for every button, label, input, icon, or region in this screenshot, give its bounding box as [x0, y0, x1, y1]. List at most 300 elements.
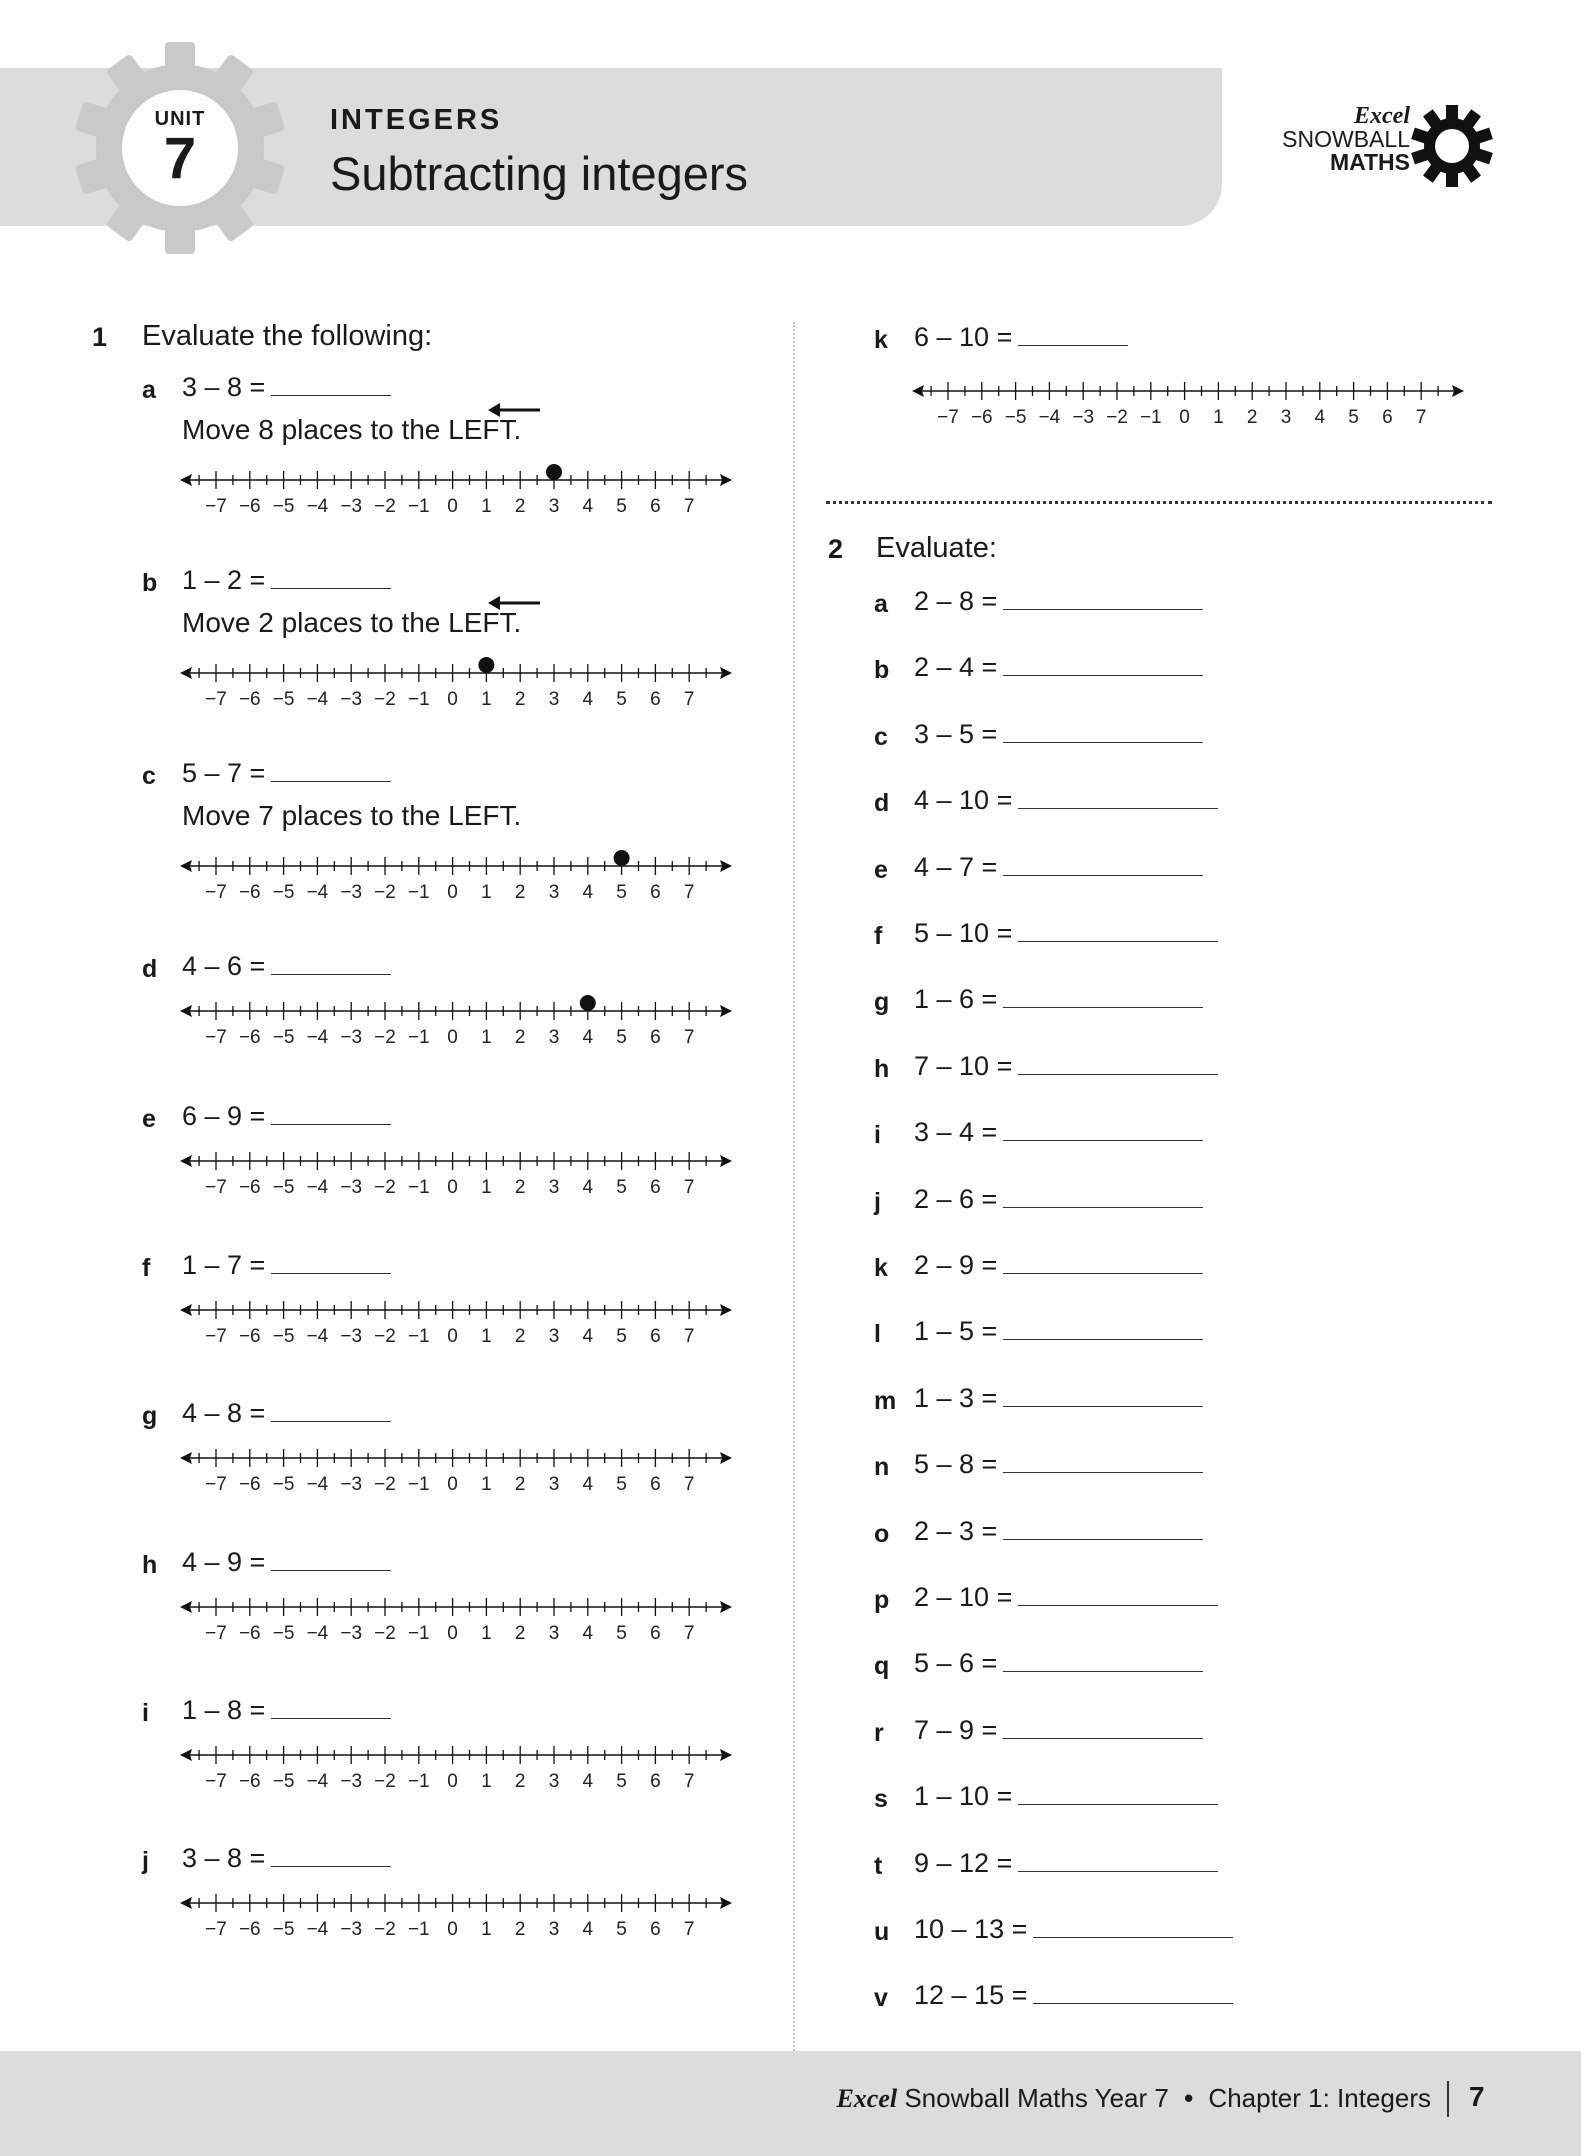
number-line-label: 4	[582, 1027, 594, 1048]
number-line-label: 5	[616, 882, 627, 903]
q1-part-letter: d	[142, 955, 158, 983]
q2-part-letter: l	[874, 1320, 881, 1348]
number-line-label: −3	[340, 1623, 363, 1644]
answer-blank[interactable]	[271, 1251, 391, 1274]
number-line-label: −1	[407, 1027, 430, 1048]
number-line-label: 2	[514, 882, 526, 903]
number-line-label: 3	[548, 1771, 560, 1792]
answer-blank[interactable]	[1003, 1317, 1203, 1340]
q1-part-expression	[182, 372, 391, 403]
number-line-label: 4	[582, 1474, 594, 1495]
section-divider	[826, 501, 1492, 504]
number-line-label: −3	[340, 1027, 363, 1048]
number-line-label: 6	[650, 882, 661, 903]
footer-series: Snowball Maths Year 7	[904, 2083, 1169, 2113]
number-line-label: 2	[514, 1177, 526, 1198]
number-line-label: −6	[238, 1027, 261, 1048]
answer-blank[interactable]	[1018, 1782, 1218, 1805]
q2-expression-text: 5 – 10 =	[914, 918, 1013, 948]
number-line-label: −7	[205, 1474, 227, 1495]
answer-blank[interactable]	[1003, 1185, 1203, 1208]
number-line-label: −1	[1139, 407, 1162, 428]
q2-expression-text: 4 – 7 =	[914, 852, 998, 882]
number-line-label: −2	[374, 1177, 396, 1198]
number-line-label: 4	[582, 882, 594, 903]
number-line-label: −6	[238, 1919, 261, 1940]
q2-part-letter: r	[874, 1719, 884, 1747]
number-line-label: −6	[238, 1474, 261, 1495]
number-line-label: 7	[683, 689, 695, 710]
number-line-label: −7	[205, 496, 227, 517]
q1-part-letter: e	[142, 1105, 156, 1133]
q1-expression-text: 4 – 8 =	[182, 1398, 266, 1428]
q2-part-expression	[914, 984, 1203, 1015]
number-line-label: 3	[548, 1623, 560, 1644]
q1-part-expression	[182, 758, 391, 789]
number-line-label: 5	[616, 689, 627, 710]
q1-part-letter: b	[142, 569, 158, 597]
q2-expression-text: 1 – 6 =	[914, 984, 998, 1014]
number-line-label: −2	[1106, 407, 1128, 428]
answer-blank[interactable]	[271, 1696, 391, 1719]
q1-expression-text: 3 – 8 =	[182, 1843, 266, 1873]
q2-part-expression	[914, 586, 1203, 617]
number-line-label: −4	[306, 496, 329, 517]
q2-part-letter: e	[874, 856, 888, 884]
q2-part-letter: d	[874, 789, 890, 817]
number-line-label: −6	[238, 1177, 261, 1198]
q2-expression-text: 9 – 12 =	[914, 1848, 1013, 1878]
number-line-label: 1	[481, 1474, 492, 1495]
q2-part-expression	[914, 1250, 1203, 1281]
answer-blank[interactable]	[1003, 1450, 1203, 1473]
q2-expression-text: 2 – 9 =	[914, 1250, 998, 1280]
q2-part-expression	[914, 1383, 1203, 1414]
q1-part-letter: a	[142, 376, 156, 404]
number-line-label: 0	[447, 882, 458, 903]
answer-blank[interactable]	[271, 1399, 391, 1422]
number-line-label: 7	[683, 1623, 695, 1644]
number-line-label: 6	[650, 1623, 661, 1644]
number-line-label: −1	[407, 1177, 430, 1198]
q2-expression-text: 3 – 4 =	[914, 1117, 998, 1147]
answer-blank[interactable]	[1003, 1716, 1203, 1739]
number-line-label: 5	[616, 1919, 627, 1940]
number-line-label: 5	[616, 1474, 627, 1495]
number-line-label: −2	[374, 1623, 396, 1644]
question-2-number: 2	[828, 534, 844, 564]
number-line-label: 7	[683, 1919, 695, 1940]
answer-blank[interactable]	[1018, 786, 1218, 809]
number-line-label: −5	[272, 1623, 295, 1644]
question-2-prompt: Evaluate:	[876, 532, 997, 564]
q2-part-expression	[914, 1449, 1203, 1480]
q2-part-expression	[914, 1715, 1203, 1746]
q2-part-expression	[914, 1914, 1233, 1945]
number-line	[176, 1292, 736, 1348]
number-line-label: −3	[340, 689, 363, 710]
answer-blank[interactable]	[1018, 323, 1128, 346]
answer-blank[interactable]	[271, 373, 391, 396]
number-line-label: 6	[650, 1771, 661, 1792]
q2-part-expression	[914, 719, 1203, 750]
q1-part-letter: j	[142, 1847, 149, 1875]
number-line-label: −1	[407, 882, 430, 903]
number-line-label: −6	[238, 496, 261, 517]
number-line-label: −3	[340, 496, 363, 517]
logo-gear-icon	[1410, 104, 1494, 188]
q2-part-letter: a	[874, 590, 888, 618]
logo-excel: Excel	[1354, 103, 1410, 129]
number-line-label: −1	[407, 1474, 430, 1495]
number-line-label: −5	[272, 496, 295, 517]
number-line-label: 6	[650, 689, 661, 710]
q2-expression-text: 5 – 6 =	[914, 1648, 998, 1678]
answer-blank[interactable]	[1003, 1251, 1203, 1274]
number-line-label: −5	[272, 1474, 295, 1495]
q1-part-letter: c	[142, 762, 156, 790]
number-line-label: −4	[306, 1623, 329, 1644]
number-line-label: 2	[514, 1474, 526, 1495]
number-line-label: 7	[683, 1027, 695, 1048]
number-line-label: −4	[306, 1919, 329, 1940]
number-line-label: −6	[238, 1326, 261, 1347]
number-line-label: −2	[374, 1027, 396, 1048]
q2-part-expression	[914, 1117, 1203, 1148]
unit-label: UNIT	[154, 108, 206, 130]
number-line-label: 7	[683, 882, 695, 903]
number-line-label: −3	[340, 1474, 363, 1495]
number-line	[176, 655, 736, 711]
q2-expression-text: 10 – 13 =	[914, 1914, 1028, 1944]
number-line-label: −4	[306, 1771, 329, 1792]
number-line-label: −2	[374, 1474, 396, 1495]
footer-separator	[1447, 2081, 1449, 2117]
number-line	[908, 373, 1468, 429]
column-divider	[793, 322, 795, 2054]
number-line-label: 3	[548, 1177, 560, 1198]
number-line-label: −1	[407, 689, 430, 710]
q1-part-expression	[914, 322, 1128, 353]
q1-expression-text: 1 – 2 =	[182, 565, 266, 595]
question-1-number: 1	[92, 322, 108, 352]
q2-part-expression	[914, 1582, 1218, 1613]
number-line-label: −7	[205, 882, 227, 903]
move-instruction: Move 7 places to the LEFT.	[182, 800, 522, 831]
number-line-label: −6	[238, 689, 261, 710]
number-line-label: 1	[481, 1027, 492, 1048]
number-line-label: −4	[306, 1177, 329, 1198]
q2-expression-text: 4 – 10 =	[914, 785, 1013, 815]
logo-maths: MATHS	[1329, 149, 1410, 175]
number-line-label: −5	[272, 882, 295, 903]
q1-part-expression	[182, 1843, 391, 1874]
number-line	[176, 1885, 736, 1941]
number-line-label: 1	[481, 882, 492, 903]
number-line-label: 6	[650, 1474, 661, 1495]
number-line-label: 5	[616, 1771, 627, 1792]
number-line-label: 5	[616, 1177, 627, 1198]
number-line-label: 1	[481, 1177, 492, 1198]
number-line-label: −2	[374, 1919, 396, 1940]
number-line-label: 1	[1213, 407, 1224, 428]
number-line-label: 3	[548, 1474, 560, 1495]
q2-part-letter: h	[874, 1055, 890, 1083]
number-line-label: 4	[582, 1177, 594, 1198]
number-line-label: −7	[205, 689, 227, 710]
number-line-label: 5	[616, 496, 627, 517]
page-title: Subtracting integers	[330, 147, 749, 200]
answer-blank[interactable]	[1033, 1915, 1233, 1938]
number-line-label: 2	[514, 496, 526, 517]
q2-part-letter: v	[874, 1984, 888, 2012]
number-line-label: 0	[447, 1474, 458, 1495]
number-line	[176, 462, 736, 518]
q1-part-letter: g	[142, 1402, 158, 1430]
answer-blank[interactable]	[1033, 1981, 1233, 2004]
number-line-label: −3	[340, 1326, 363, 1347]
q2-part-letter: o	[874, 1520, 890, 1548]
number-line-label: 7	[683, 1326, 695, 1347]
q2-part-letter: n	[874, 1453, 890, 1481]
answer-blank[interactable]	[1003, 1118, 1203, 1141]
answer-blank[interactable]	[1018, 1583, 1218, 1606]
number-line-label: 7	[1415, 407, 1427, 428]
number-line-label: 4	[582, 1623, 594, 1644]
q2-expression-text: 2 – 4 =	[914, 652, 998, 682]
number-line-label: −7	[205, 1177, 227, 1198]
q2-part-letter: g	[874, 988, 890, 1016]
move-instruction: Move 8 places to the LEFT.	[182, 414, 522, 445]
q1-part-expression	[182, 1695, 391, 1726]
number-line-label: 1	[481, 496, 492, 517]
q2-part-letter: k	[874, 1254, 888, 1282]
answer-blank[interactable]	[271, 566, 391, 589]
q1-part-expression	[182, 565, 391, 596]
number-line-label: 5	[616, 1326, 627, 1347]
number-line-label: 5	[616, 1027, 627, 1048]
number-line-label: −1	[407, 1623, 430, 1644]
q2-part-expression	[914, 1980, 1233, 2011]
number-line-label: 3	[548, 1326, 560, 1347]
number-line-label: −6	[238, 1771, 261, 1792]
answer-blank[interactable]	[1003, 853, 1203, 876]
number-line-label: −1	[407, 1919, 430, 1940]
number-line-label: −7	[205, 1623, 227, 1644]
q1-part-expression	[182, 1547, 391, 1578]
footer-chapter: Chapter 1: Integers	[1208, 2083, 1431, 2113]
number-line-label: 2	[514, 1326, 526, 1347]
q2-expression-text: 3 – 5 =	[914, 719, 998, 749]
number-line-label: 7	[683, 1474, 695, 1495]
q2-part-expression	[914, 1516, 1203, 1547]
number-line-label: −4	[306, 689, 329, 710]
number-line-label: −2	[374, 689, 396, 710]
number-line-label: 4	[582, 1919, 594, 1940]
answer-blank[interactable]	[1003, 1517, 1203, 1540]
q1-expression-text: 1 – 7 =	[182, 1250, 266, 1280]
number-line-label: 6	[650, 1177, 661, 1198]
number-line-label: 2	[1246, 407, 1258, 428]
number-line-label: 5	[616, 1623, 627, 1644]
q2-part-expression	[914, 1648, 1203, 1679]
number-line-label: 4	[582, 1771, 594, 1792]
q2-part-expression	[914, 652, 1203, 683]
number-line-label: −5	[272, 1326, 295, 1347]
footer-brand: Excel	[836, 2084, 898, 2113]
answer-blank[interactable]	[1003, 587, 1203, 610]
number-line-label: 4	[582, 1326, 594, 1347]
q2-expression-text: 7 – 10 =	[914, 1051, 1013, 1081]
number-line-label: 3	[548, 1919, 560, 1940]
number-line-label: −5	[272, 1919, 295, 1940]
number-line-label: 0	[447, 1326, 458, 1347]
number-line-label: −4	[306, 1027, 329, 1048]
q2-part-expression	[914, 1848, 1218, 1879]
question-1-prompt: Evaluate the following:	[142, 320, 433, 352]
number-line-label: 3	[548, 1027, 560, 1048]
answer-blank[interactable]	[271, 1844, 391, 1867]
number-line-label: −5	[1004, 407, 1027, 428]
number-line-label: −5	[272, 689, 295, 710]
number-line-label: −7	[937, 407, 959, 428]
q2-part-letter: q	[874, 1652, 890, 1680]
q1-expression-text: 4 – 6 =	[182, 951, 266, 981]
q1-part-letter: k	[874, 326, 888, 354]
answer-blank[interactable]	[1003, 985, 1203, 1008]
q2-expression-text: 1 – 10 =	[914, 1781, 1013, 1811]
number-line-label: −7	[205, 1027, 227, 1048]
number-line-label: −6	[238, 882, 261, 903]
number-line-label: 2	[514, 1027, 526, 1048]
number-line	[176, 1440, 736, 1496]
footer-text	[836, 2083, 1431, 2114]
answer-blank[interactable]	[1003, 653, 1203, 676]
number-line-label: 2	[514, 1623, 526, 1644]
number-line-label: 3	[548, 496, 560, 517]
number-line-label: 1	[481, 1771, 492, 1792]
q1-part-letter: i	[142, 1699, 149, 1727]
number-line-label: −2	[374, 496, 396, 517]
number-line-label: −1	[407, 1771, 430, 1792]
brand-logo	[1260, 105, 1410, 174]
q1-part-expression	[182, 1101, 391, 1132]
q2-part-expression	[914, 1781, 1218, 1812]
q1-expression-text: 5 – 7 =	[182, 758, 266, 788]
number-line-label: −7	[205, 1326, 227, 1347]
number-line-label: −3	[340, 1177, 363, 1198]
q2-part-letter: b	[874, 656, 890, 684]
number-line-label: −3	[340, 882, 363, 903]
answer-blank[interactable]	[1003, 1649, 1203, 1672]
number-line-label: 6	[650, 1919, 661, 1940]
number-line	[176, 848, 736, 904]
q2-expression-text: 1 – 5 =	[914, 1316, 998, 1346]
number-line-label: 6	[1382, 407, 1393, 428]
answer-blank[interactable]	[271, 1548, 391, 1571]
number-line	[176, 993, 736, 1049]
number-line-label: 3	[548, 882, 560, 903]
left-arrow-icon	[486, 402, 542, 418]
number-line-label: 0	[447, 1623, 458, 1644]
number-line-label: 3	[1280, 407, 1292, 428]
q1-part-expression	[182, 1398, 391, 1429]
answer-blank[interactable]	[271, 1102, 391, 1125]
answer-blank[interactable]	[1003, 720, 1203, 743]
number-line-label: −1	[407, 1326, 430, 1347]
start-point-dot	[546, 464, 562, 480]
number-line-label: −3	[1072, 407, 1095, 428]
number-line-label: 1	[481, 1623, 492, 1644]
number-line-label: 1	[481, 1326, 492, 1347]
logo-snowball: SNOWBALL	[1282, 126, 1410, 152]
q1-part-expression	[182, 1250, 391, 1281]
q2-expression-text: 2 – 10 =	[914, 1582, 1013, 1612]
q1-expression-text: 3 – 8 =	[182, 372, 266, 402]
number-line-label: 6	[650, 496, 661, 517]
number-line-label: 1	[481, 1919, 492, 1940]
number-line-label: 1	[481, 689, 492, 710]
number-line-label: 7	[683, 1771, 695, 1792]
q2-part-expression	[914, 1184, 1203, 1215]
number-line-label: −4	[306, 882, 329, 903]
number-line-label: 3	[548, 689, 560, 710]
q1-expression-text: 4 – 9 =	[182, 1547, 266, 1577]
answer-blank[interactable]	[1018, 1849, 1218, 1872]
answer-blank[interactable]	[271, 759, 391, 782]
number-line-label: −1	[407, 496, 430, 517]
q2-part-letter: i	[874, 1121, 881, 1149]
number-line-label: −5	[272, 1771, 295, 1792]
q1-expression-text: 6 – 9 =	[182, 1101, 266, 1131]
q2-part-expression	[914, 1316, 1203, 1347]
number-line-label: 0	[447, 1919, 458, 1940]
q1-part-expression	[182, 951, 391, 982]
number-line	[176, 1143, 736, 1199]
page-number: 7	[1469, 2081, 1485, 2112]
answer-blank[interactable]	[1018, 919, 1218, 942]
number-line-label: 0	[447, 689, 458, 710]
number-line-label: −7	[205, 1771, 227, 1792]
answer-blank[interactable]	[1018, 1052, 1218, 1075]
number-line-label: −6	[970, 407, 993, 428]
q1-part-letter: h	[142, 1551, 158, 1579]
q2-part-expression	[914, 1051, 1218, 1082]
number-line-label: −2	[374, 882, 396, 903]
number-line-label: 4	[1314, 407, 1326, 428]
number-line	[176, 1737, 736, 1793]
number-line-label: −5	[272, 1027, 295, 1048]
q2-part-letter: p	[874, 1586, 890, 1614]
number-line-label: 0	[447, 1177, 458, 1198]
number-line-label: −6	[238, 1623, 261, 1644]
topic-heading: INTEGERS	[330, 104, 503, 136]
q2-part-letter: u	[874, 1918, 890, 1946]
q2-part-expression	[914, 852, 1203, 883]
number-line-label: −3	[340, 1919, 363, 1940]
number-line-label: 0	[447, 496, 458, 517]
number-line-label: 4	[582, 496, 594, 517]
answer-blank[interactable]	[271, 952, 391, 975]
number-line-label: 0	[447, 1771, 458, 1792]
q2-part-letter: c	[874, 723, 888, 751]
answer-blank[interactable]	[1003, 1384, 1203, 1407]
q1-expression-text: 1 – 8 =	[182, 1695, 266, 1725]
number-line-label: −7	[205, 1919, 227, 1940]
q1-part-letter: f	[142, 1254, 151, 1282]
number-line-label: 5	[1348, 407, 1359, 428]
number-line-label: −5	[272, 1177, 295, 1198]
